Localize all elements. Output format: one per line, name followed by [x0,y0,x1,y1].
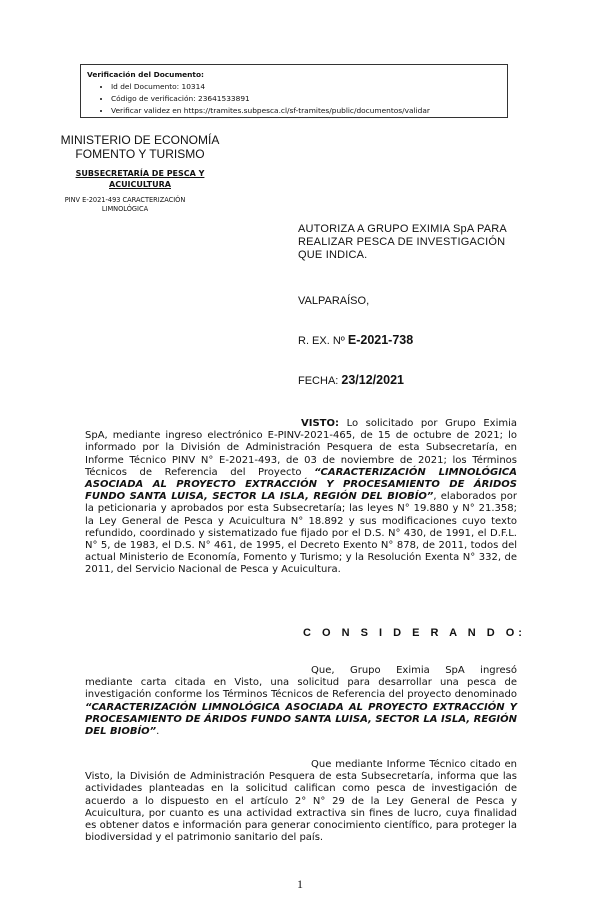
pinv-reference [40,196,210,214]
considerando-1-text-b: . [156,726,160,738]
pinv-line-2: LIMNOLÓGICA [101,205,149,213]
visto-project-title: “CARACTERIZACIÓN LIMNOLÓGICA ASOCIADA AL PROYECTO EXTRACCIÓN Y PROCESAMIENTO DE ÁRIDOS FUNDO SANTA LUISA, SECTOR LA ISLA, REGIÓN DEL BIOBÍO” [85,466,518,503]
ministry-name [40,133,240,161]
verification-url[interactable]: • Verificar validez en https://tramites.subpesca.cl/sf-tramites/public/documentos/validar [111,105,507,117]
visto-paragraph [85,418,517,577]
verification-box [80,64,508,118]
resolution-number [298,333,413,347]
subsecretaria-line-2: ACUICULTURA [109,180,171,189]
ministry-line-1: MINISTERIO DE ECONOMÍA [60,133,220,147]
subsecretaria-name [40,168,240,190]
considerando-heading: C O N S I D E R A N D O: [303,627,526,639]
pinv-line-1: PINV E-2021-493 CARACTERIZACIÓN [64,196,186,204]
verification-id: • Id del Documento: 10314 [111,81,507,93]
verification-title: Verificación del Documento: [87,70,204,79]
ministry-line-2: FOMENTO Y TURISMO [75,147,205,161]
considerando-1-text-a: Que, Grupo Eximia SpA ingresó mediante carta citada en Visto, una solicitud para desarrollar una pesca de investigación conforme los Términos Técnicos de Referencia del proyecto denominado [85,665,517,701]
verification-list [87,81,507,117]
resolution-subject: AUTORIZA A GRUPO EXIMIA SpA PARA REALIZAR PESCA DE INVESTIGACIÓN QUE INDICA. [298,223,507,261]
considerando-1-project-title: “CARACTERIZACIÓN LIMNOLÓGICA ASOCIADA AL PROYECTO EXTRACCIÓN Y PROCESAMIENTO DE ÁRIDOS FUNDO SANTA LUISA, SECTOR LA ISLA, REGIÓN DEL BIOBÍO” [85,701,517,738]
page-number: 1 [297,877,303,891]
visto-text-a: Lo solicitado por Grupo Eximia SpA, mediante ingreso electrónico E-PINV-2021-465, de 15 de octubre de 2021; lo informado por la División de Administración Pesquera de esta Subsecretaría, en Informe Técnico PINV N° E-2021-493, de 03 de noviembre de 2021; los Términos Técnicos de Referencia del Proyecto [85,418,517,478]
visto-text-b: , elaborados por la peticionaria y aprobados por esta Subsecretaría; las leyes N° 19.880 y N° 21.358; la Ley General de Pesca y Acuicultura N° 18.892 y sus modificaciones cuyo texto refundido, coordinado y sistematizado fue fijado por el D.S. N° 430, de 1991, el D.F.L. N° 5, de 1983, el D.S. N° 461, de 1995, el Decreto Exento N° 878, de 2011, todos del actual Ministerio de Economía, Fomento y Turismo; y la Resolución Exenta N° 332, de 2011, del Servicio Nacional de Pesca y Acuicultura. [85,491,517,576]
considerando-2-text: Que mediante Informe Técnico citado en Visto, la División de Administración Pesquera de esta Subsecretaría, informa que las actividades planteadas en la solicitud califican como pesca de investigación de acuerdo a lo dispuesto en el artículo 2° N° 29 de la Ley General de Pesca y Acuicultura, por cuanto es una actividad extractiva sin fines de lucro, cuya finalidad es obtener datos e información para generar conocimiento científico, para proteger la biodiversidad y el patrimonio sanitario del país. [85,759,517,844]
resolution-label: R. EX. Nº [298,335,345,347]
considerando-paragraph-2 [85,759,517,844]
place: VALPARAÍSO, [298,295,370,307]
date-label: FECHA: [298,375,339,387]
subsecretaria-line-1: SUBSECRETARÍA DE PESCA Y [75,169,205,178]
considerando-paragraph-1 [85,665,517,738]
resolution-date [298,373,404,387]
visto-label: VISTO: [301,418,339,429]
resolution-value: E-2021-738 [347,333,414,347]
verification-code: • Código de verificación: 23641533891 [111,93,507,105]
date-value: 23/12/2021 [341,373,404,387]
